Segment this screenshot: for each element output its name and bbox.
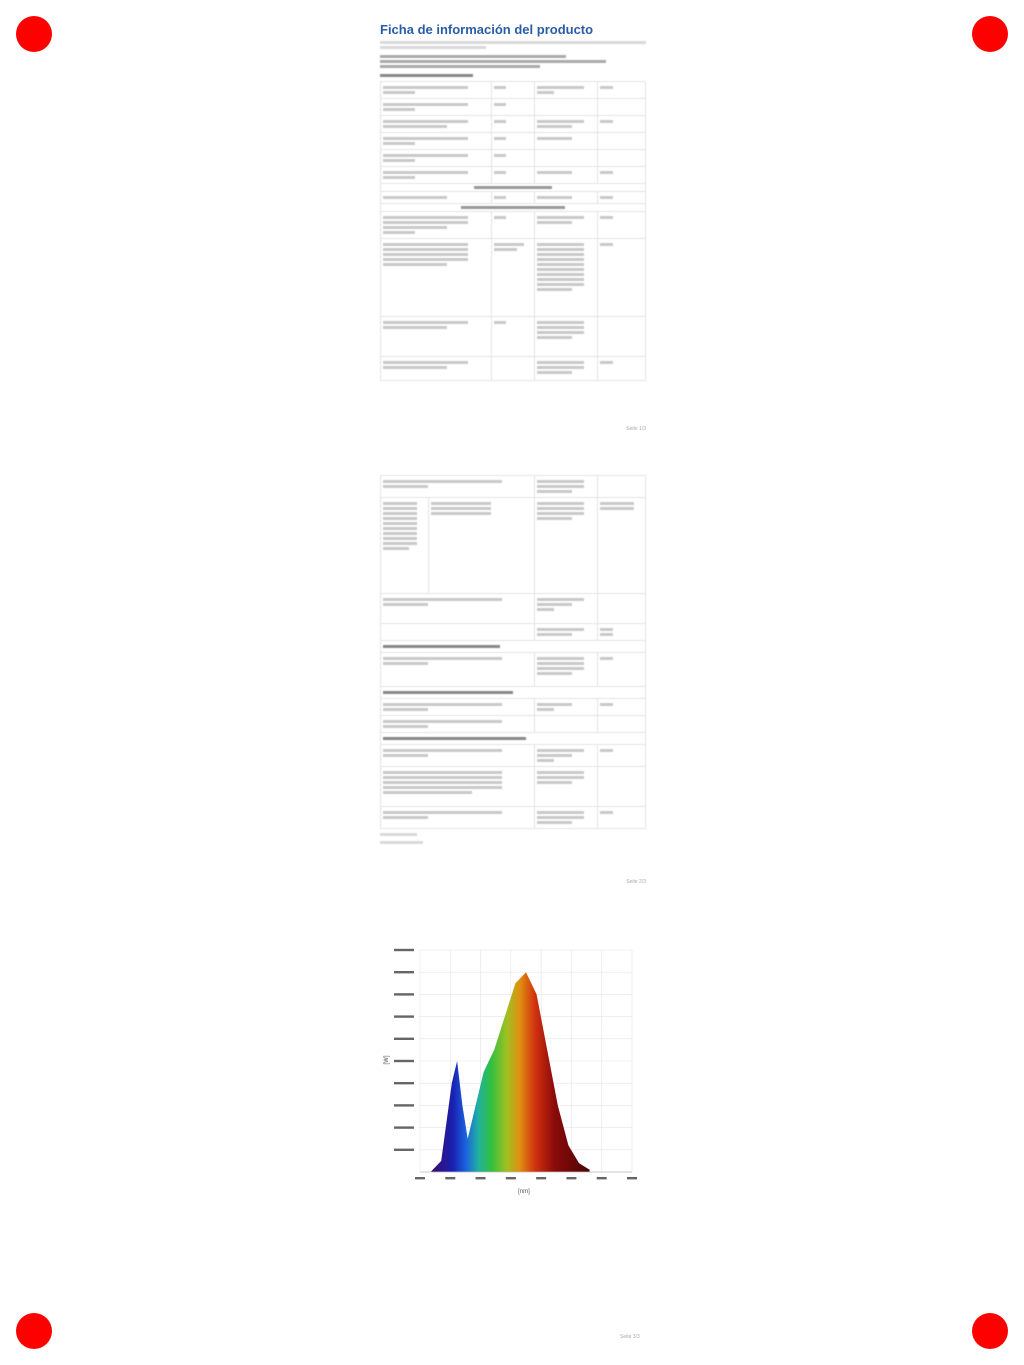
spectrum-series (431, 972, 590, 1172)
x-tick-label (597, 1177, 607, 1179)
y-tick-label (394, 949, 414, 951)
y-tick-label (394, 1015, 414, 1017)
corner-dot-top-right (972, 16, 1008, 52)
x-tick-label (627, 1177, 637, 1179)
product-table-1 (380, 81, 646, 381)
page-number: Seite 3/3 (620, 1334, 640, 1340)
corner-dot-bottom-right (972, 1313, 1008, 1349)
page-number: Seite 1/3 (626, 426, 646, 432)
corner-dot-top-left (16, 16, 52, 52)
document-page-2 (380, 475, 646, 885)
spectrum-chart (380, 940, 640, 1200)
y-tick-label (394, 1104, 414, 1106)
y-tick-label (394, 993, 414, 995)
x-tick-label (536, 1177, 546, 1179)
y-tick-label (394, 1082, 414, 1084)
footnotes (380, 833, 646, 844)
page-title: Ficha de información del producto (380, 22, 594, 37)
x-tick-label (566, 1177, 576, 1179)
y-tick-label (394, 1126, 414, 1128)
x-tick-label (506, 1177, 516, 1179)
y-axis-label: [W] (384, 1055, 390, 1065)
spectrum-area (420, 972, 632, 1172)
y-tick-label (394, 1149, 414, 1151)
document-page-1 (380, 22, 646, 432)
y-tick-label (394, 1060, 414, 1062)
corner-dot-bottom-left (16, 1313, 52, 1349)
x-tick-label (445, 1177, 455, 1179)
page-number: Seite 2/3 (626, 879, 646, 885)
product-table-2 (380, 475, 646, 829)
y-tick-label (394, 1038, 414, 1040)
x-tick-label (476, 1177, 486, 1179)
x-axis-label: [nm] (518, 1189, 530, 1195)
y-tick-label (394, 971, 414, 973)
page-intro (380, 41, 646, 77)
x-tick-label (415, 1177, 425, 1179)
